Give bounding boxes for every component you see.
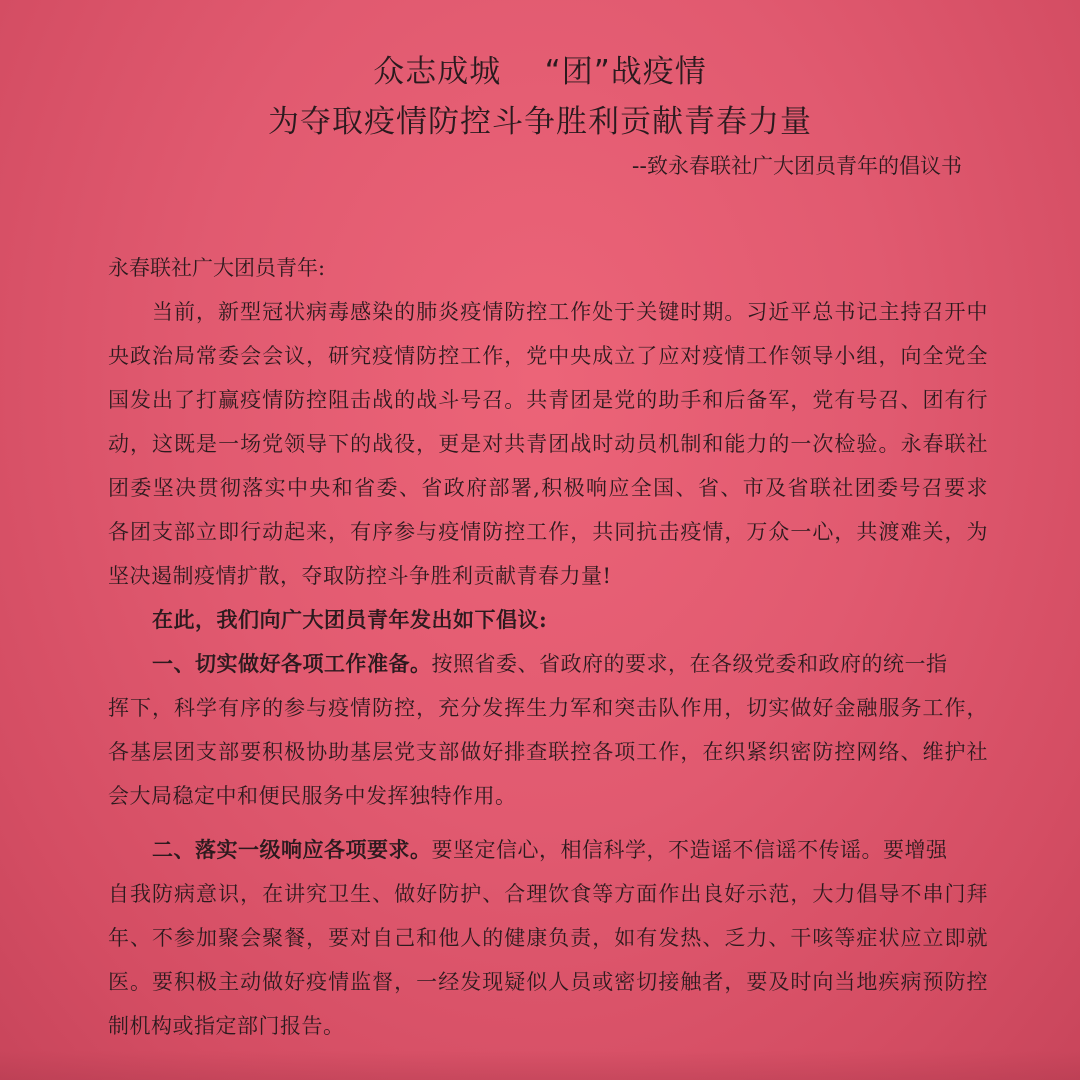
paragraph1-line: 国发出了打赢疫情防控阻击战的战斗号召。共青团是党的助手和后备军，党有号召、团有行 [108,388,988,412]
salutation: 永春联社广大团员青年: [108,256,326,280]
item1-first-line [152,648,988,678]
document-title-line2: 为夺取疫情防控斗争胜利贡献青春力量 [268,104,812,140]
item2-line: 医。要积极主动做好疫情监督，一经发现疑似人员或密切接触者，要及时向当地疾病预防控 [108,970,988,994]
item1-line: 挥下，科学有序的参与疫情防控，充分发挥生力军和突击队作用，切实做好金融服务工作， [108,696,988,720]
item1-first-rest: 按照省委、省政府的要求，在各级党委和政府的统一指 [431,652,948,676]
item1-heading: 一、切实做好各项工作准备。 [152,651,432,676]
item2-first-rest: 要坚定信心，相信科学，不造谣不信谣不传谣。要增强 [431,838,948,862]
item2-line: 制机构或指定部门报告。 [108,1014,345,1038]
paragraph1-line: 动，这既是一场党领导下的战役，更是对共青团战时动员机制和能力的一次检验。永春联社 [108,432,988,456]
item1-line: 会大局稳定中和便民服务中发挥独特作用。 [108,784,517,808]
paragraph1-line: 各团支部立即行动起来，有序参与疫情防控工作，共同抗击疫情，万众一心，共渡难关，为 [108,520,988,544]
paragraph1-line: 坚决遏制疫情扩散，夺取防控斗争胜利贡献青春力量! [108,564,612,588]
paragraph1-line: 团委坚决贯彻落实中央和省委、省政府部署,积极响应全国、省、市及省联社团委号召要求 [108,476,988,500]
proposal-intro: 在此，我们向广大团员青年发出如下倡议: [152,607,548,632]
item2-heading: 二、落实一级响应各项要求。 [152,837,432,862]
item2-line: 自我防病意识，在讲究卫生、做好防护、合理饮食等方面作出良好示范，大力倡导不串门拜 [108,882,988,906]
item1-line: 各基层团支部要积极协助基层党支部做好排查联控各项工作，在织紧织密防控网络、维护社 [108,740,988,764]
document-subtitle: --致永春联社广大团员青年的倡议书 [631,154,962,178]
document-title-line1: 众志成城 “团”战疫情 [373,54,707,90]
page-bottom-shadow [0,1050,1080,1080]
paragraph1-line: 当前，新型冠状病毒感染的肺炎疫情防控工作处于关键时期。习近平总书记主持召开中 [152,300,988,324]
item2-first-line [152,834,988,864]
item2-line: 年、不参加聚会聚餐，要对自己和他人的健康负责，如有发热、乏力、干咳等症状应立即就 [108,926,988,950]
paragraph1-line: 央政治局常委会会议，研究疫情防控工作，党中央成立了应对疫情工作领导小组，向全党全 [108,344,988,368]
